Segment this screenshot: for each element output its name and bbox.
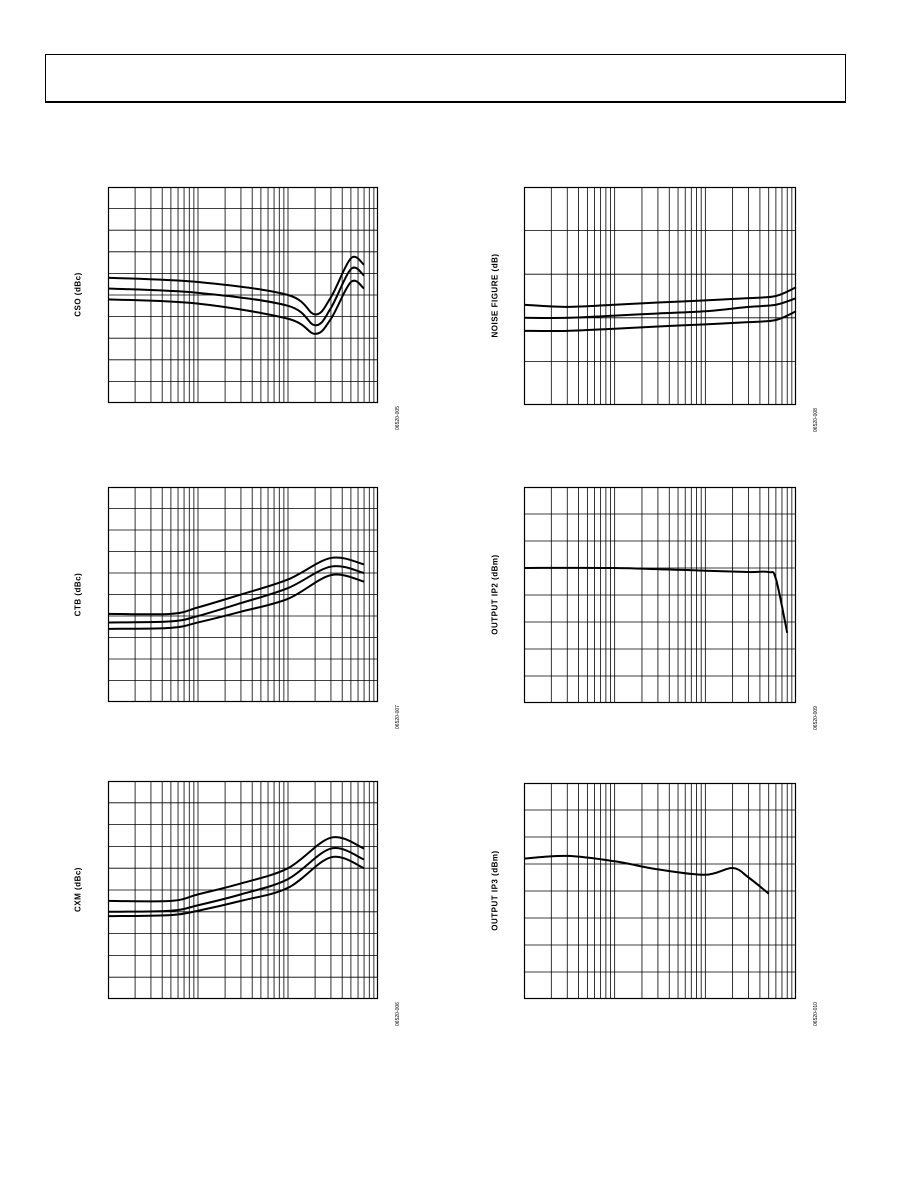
series-line (524, 287, 796, 307)
figure-id: 06520-005 (395, 406, 401, 430)
y-axis-label: OUTPUT IP3 (dBm) (490, 850, 500, 931)
plot-area-ctb (108, 487, 378, 702)
series-line (108, 257, 364, 315)
y-axis-label: OUTPUT IP2 (dBm) (490, 554, 500, 635)
y-axis-label: CSO (dBc) (73, 272, 83, 317)
series-line (108, 557, 364, 614)
figure-id: 06520-009 (813, 706, 819, 730)
series-line (524, 856, 769, 894)
series-line (524, 298, 796, 318)
series-line (108, 575, 364, 629)
y-axis-label: CXM (dBc) (73, 867, 83, 912)
figure-id: 06520-010 (813, 1002, 819, 1026)
series-line (524, 568, 787, 633)
plot-area-output-ip2 (524, 487, 796, 703)
plot-area-output-ip3 (524, 783, 796, 999)
figure-id: 06520-007 (395, 705, 401, 729)
page-header-box (45, 54, 846, 103)
figure-id: 06520-006 (395, 1002, 401, 1026)
plot-area-cxm (108, 781, 378, 999)
y-axis-label: CTB (dBc) (73, 572, 83, 616)
plot-area-noise-figure (524, 187, 796, 405)
plot-frame (525, 188, 796, 405)
plot-area-cso (108, 187, 378, 403)
figure-id: 06520-008 (813, 408, 819, 432)
y-axis-label: NOISE FIGURE (dB) (490, 253, 500, 338)
series-line (108, 857, 364, 916)
